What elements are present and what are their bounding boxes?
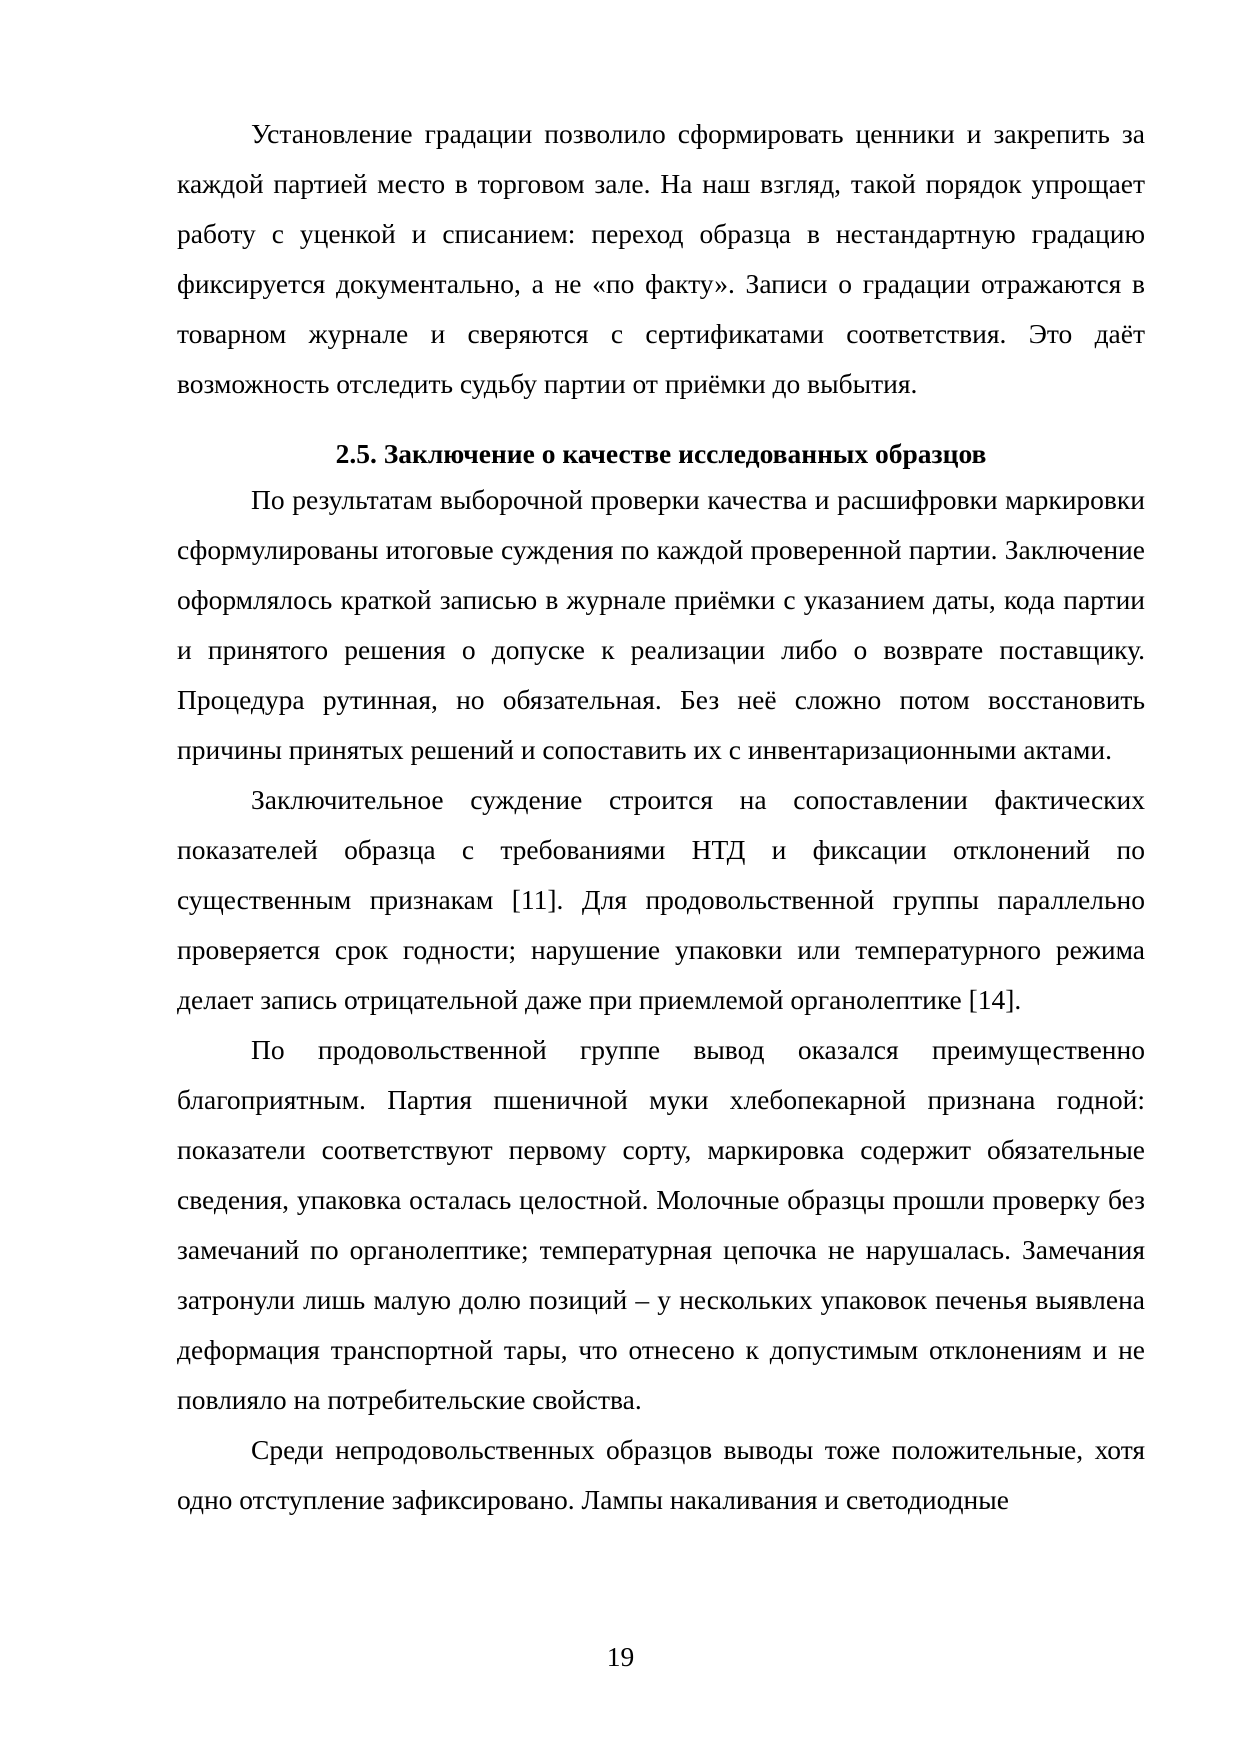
paragraph-conclusion-procedure: По результатам выборочной проверки качества и расшифровки маркировки сформулированы итоговые суждения по каждой проверенной партии. Заключение оформлялось краткой записью в журнале приёмки с указанием даты, кода партии и принятого решения о допуске к реализации либо о возврате поставщику. Процедура рутинная, но обязательная. Без неё сложно потом восстановить причины принятых решений и сопоставить их с инвентаризационными актами.	[177, 484, 1145, 765]
paragraph-non-food-group: Среди непродовольственных образцов выводы тоже положительные, хотя одно отступление зафиксировано. Лампы накаливания и светодиодные	[177, 1434, 1145, 1515]
paragraph-gradation: Установление градации позволило сформировать ценники и закрепить за каждой партией место в торговом зале. На наш взгляд, такой порядок упрощает работу с уценкой и списанием: переход образца в нестандартную градацию фиксируется документально, а не «по факту». Записи о градации отражаются в товарном журнале и сверяются с сертификатами соответствия. Это даёт возможность отследить судьбу партии от приёмки до выбытия.	[177, 118, 1145, 399]
document-body	[177, 109, 1145, 1525]
paragraph-food-group: По продовольственной группе вывод оказался преимущественно благоприятным. Партия пшеничной муки хлебопекарной признана годной: показатели соответствуют первому сорту, маркировка содержит обязательные сведения, упаковка осталась целостной. Молочные образцы прошли проверку без замечаний по органолептике; температурная цепочка не нарушалась. Замечания затронули лишь малую долю позиций – у нескольких упаковок печенья выявлена деформация транспортной тары, что отнесено к допустимым отклонениям и не повлияло на потребительские свойства.	[177, 1034, 1145, 1415]
page-number: 19	[606, 1641, 635, 1672]
section-heading: 2.5. Заключение о качестве исследованных образцов	[335, 438, 987, 469]
paragraph-final-judgement: Заключительное суждение строится на сопоставлении фактических показателей образца с требованиями НТД и фиксации отклонений по существенным признакам [11]. Для продовольственной группы параллельно проверяется срок годности; нарушение упаковки или температурного режима делает запись отрицательной даже при приемлемой органолептике [14].	[177, 784, 1145, 1015]
